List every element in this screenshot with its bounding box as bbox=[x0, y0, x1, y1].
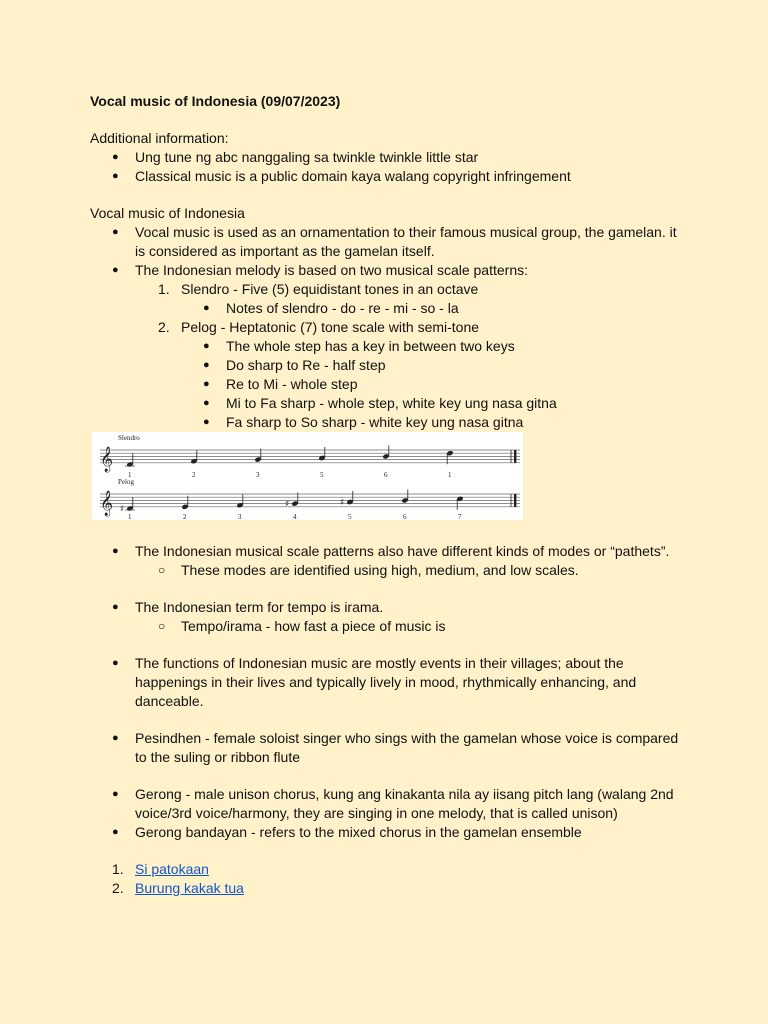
scale-notation-figure bbox=[92, 432, 523, 520]
scale-degree-label: 2 bbox=[183, 513, 187, 520]
scale-degree-label: 1 bbox=[448, 471, 452, 479]
vocal-heading: Vocal music of Indonesia bbox=[90, 205, 245, 221]
list-item-continuation: to the suling or ribbon flute bbox=[135, 749, 300, 765]
bullet-icon: ● bbox=[112, 226, 119, 238]
bullet-icon: ● bbox=[203, 359, 210, 371]
bullet-icon: ● bbox=[112, 264, 119, 276]
scale-degree-label: 1 bbox=[128, 513, 132, 520]
bullet-icon: ● bbox=[112, 601, 119, 613]
list-item: ● Gerong - male unison chorus, kung ang kinakanta nila ay iisang pitch lang (walang 2nd bbox=[112, 786, 674, 802]
final-barline bbox=[514, 450, 516, 463]
staff-svg bbox=[92, 432, 523, 520]
list-item-continuation: danceable. bbox=[135, 693, 204, 709]
scale-item-pelog: 2. Pelog - Heptatonic (7) tone scale with semi-tone bbox=[158, 319, 480, 335]
bullet-icon: ● bbox=[203, 340, 210, 352]
scale-item-slendro: 1. Slendro - Five (5) equidistant tones in an octave bbox=[158, 281, 479, 297]
bullet-icon: ● bbox=[203, 416, 210, 428]
bullet-icon: ● bbox=[112, 732, 119, 744]
scale-degree-label: 5 bbox=[348, 513, 352, 520]
scale-degree-label: 4 bbox=[293, 513, 297, 520]
spacer bbox=[90, 842, 690, 860]
list-item: ● The functions of Indonesian music are mostly events in their villages; about the bbox=[112, 655, 624, 671]
bullet-icon: ● bbox=[112, 545, 119, 557]
scale-degree-label: 3 bbox=[256, 471, 260, 479]
sharp-icon: ♯ bbox=[340, 498, 345, 508]
bullet-icon: ● bbox=[112, 826, 119, 838]
document-title: Vocal music of Indonesia (09/07/2023) bbox=[90, 93, 341, 109]
spacer bbox=[90, 111, 690, 129]
final-barline bbox=[514, 494, 516, 507]
list-item: ● Do sharp to Re - half step bbox=[203, 357, 386, 373]
list-item: ● The whole step has a key in between two keys bbox=[203, 338, 515, 354]
list-item: ○ These modes are identified using high, medium, and low scales. bbox=[158, 562, 579, 578]
scale-degree-label: 1 bbox=[128, 471, 132, 479]
spacer bbox=[90, 711, 690, 729]
song-link-si-patokaan[interactable]: Si patokaan bbox=[135, 861, 209, 877]
scale-degree-label: 2 bbox=[192, 471, 196, 479]
scale-degree-label: 3 bbox=[238, 513, 242, 520]
song-link-burung-kakak-tua[interactable]: Burung kakak tua bbox=[135, 880, 244, 896]
bullet-icon: ● bbox=[112, 788, 119, 800]
list-item: ● The Indonesian musical scale patterns also have different kinds of modes or “pathets”. bbox=[112, 543, 670, 559]
spacer bbox=[90, 186, 690, 204]
bullet-icon: ● bbox=[203, 378, 210, 390]
staff-label: Slendro bbox=[118, 434, 140, 442]
list-item: ● Pesindhen - female soloist singer who sings with the gamelan whose voice is compared bbox=[112, 730, 679, 746]
list-item: ● Re to Mi - whole step bbox=[203, 376, 358, 392]
bullet-icon: ● bbox=[203, 397, 210, 409]
list-item-continuation: is considered as important as the gamelan itself. bbox=[135, 243, 435, 259]
list-item: ● Notes of slendro - do - re - mi - so - la bbox=[203, 300, 459, 316]
staff-label: Pelog bbox=[118, 478, 134, 486]
list-item-continuation: happenings in their lives and typically lively in mood, rhythmically enhancing, and bbox=[135, 674, 637, 690]
list-item: ● Mi to Fa sharp - whole step, white key ung nasa gitna bbox=[203, 395, 557, 411]
bullet-icon: ● bbox=[112, 151, 119, 163]
list-item: ● Gerong bandayan - refers to the mixed chorus in the gamelan ensemble bbox=[112, 824, 582, 840]
scale-degree-label: 6 bbox=[384, 471, 388, 479]
circle-bullet-icon: ○ bbox=[158, 619, 166, 633]
circle-bullet-icon: ○ bbox=[158, 563, 166, 577]
bullet-icon: ● bbox=[203, 302, 210, 314]
list-item: ● Classical music is a public domain kaya walang copyright infringement bbox=[112, 168, 571, 184]
sharp-icon: ♯ bbox=[120, 504, 125, 515]
song-item: 2. Burung kakak tua bbox=[112, 880, 244, 896]
list-item: ○ Tempo/irama - how fast a piece of music is bbox=[158, 618, 446, 634]
spacer bbox=[90, 636, 690, 654]
list-item-continuation: voice/3rd voice/harmony, they are singing in one melody, that is called unison) bbox=[135, 805, 618, 821]
spacer bbox=[90, 580, 690, 598]
list-item: ● The Indonesian melody is based on two musical scale patterns: bbox=[112, 262, 528, 278]
pelog-staff bbox=[100, 478, 520, 520]
song-item: 1. Si patokaan bbox=[112, 861, 209, 877]
list-item: ● Ung tune ng abc nanggaling sa twinkle twinkle little star bbox=[112, 149, 479, 165]
slendro-staff bbox=[100, 434, 520, 479]
additional-heading: Additional information: bbox=[90, 130, 229, 146]
spacer bbox=[90, 767, 690, 785]
treble-clef-icon: 𝄞 bbox=[100, 490, 114, 516]
list-item: ● Vocal music is used as an ornamentation to their famous musical group, the gamelan. it bbox=[112, 224, 677, 240]
scale-degree-label: 7 bbox=[458, 513, 462, 520]
sharp-icon: ♯ bbox=[285, 499, 290, 510]
scale-degree-label: 5 bbox=[320, 471, 324, 479]
bullet-icon: ● bbox=[112, 170, 119, 182]
bullet-icon: ● bbox=[112, 657, 119, 669]
treble-clef-icon: 𝄞 bbox=[100, 446, 114, 472]
list-item: ● The Indonesian term for tempo is irama. bbox=[112, 599, 384, 615]
list-item: ● Fa sharp to So sharp - white key ung nasa gitna bbox=[203, 414, 524, 430]
scale-degree-label: 6 bbox=[403, 513, 407, 520]
